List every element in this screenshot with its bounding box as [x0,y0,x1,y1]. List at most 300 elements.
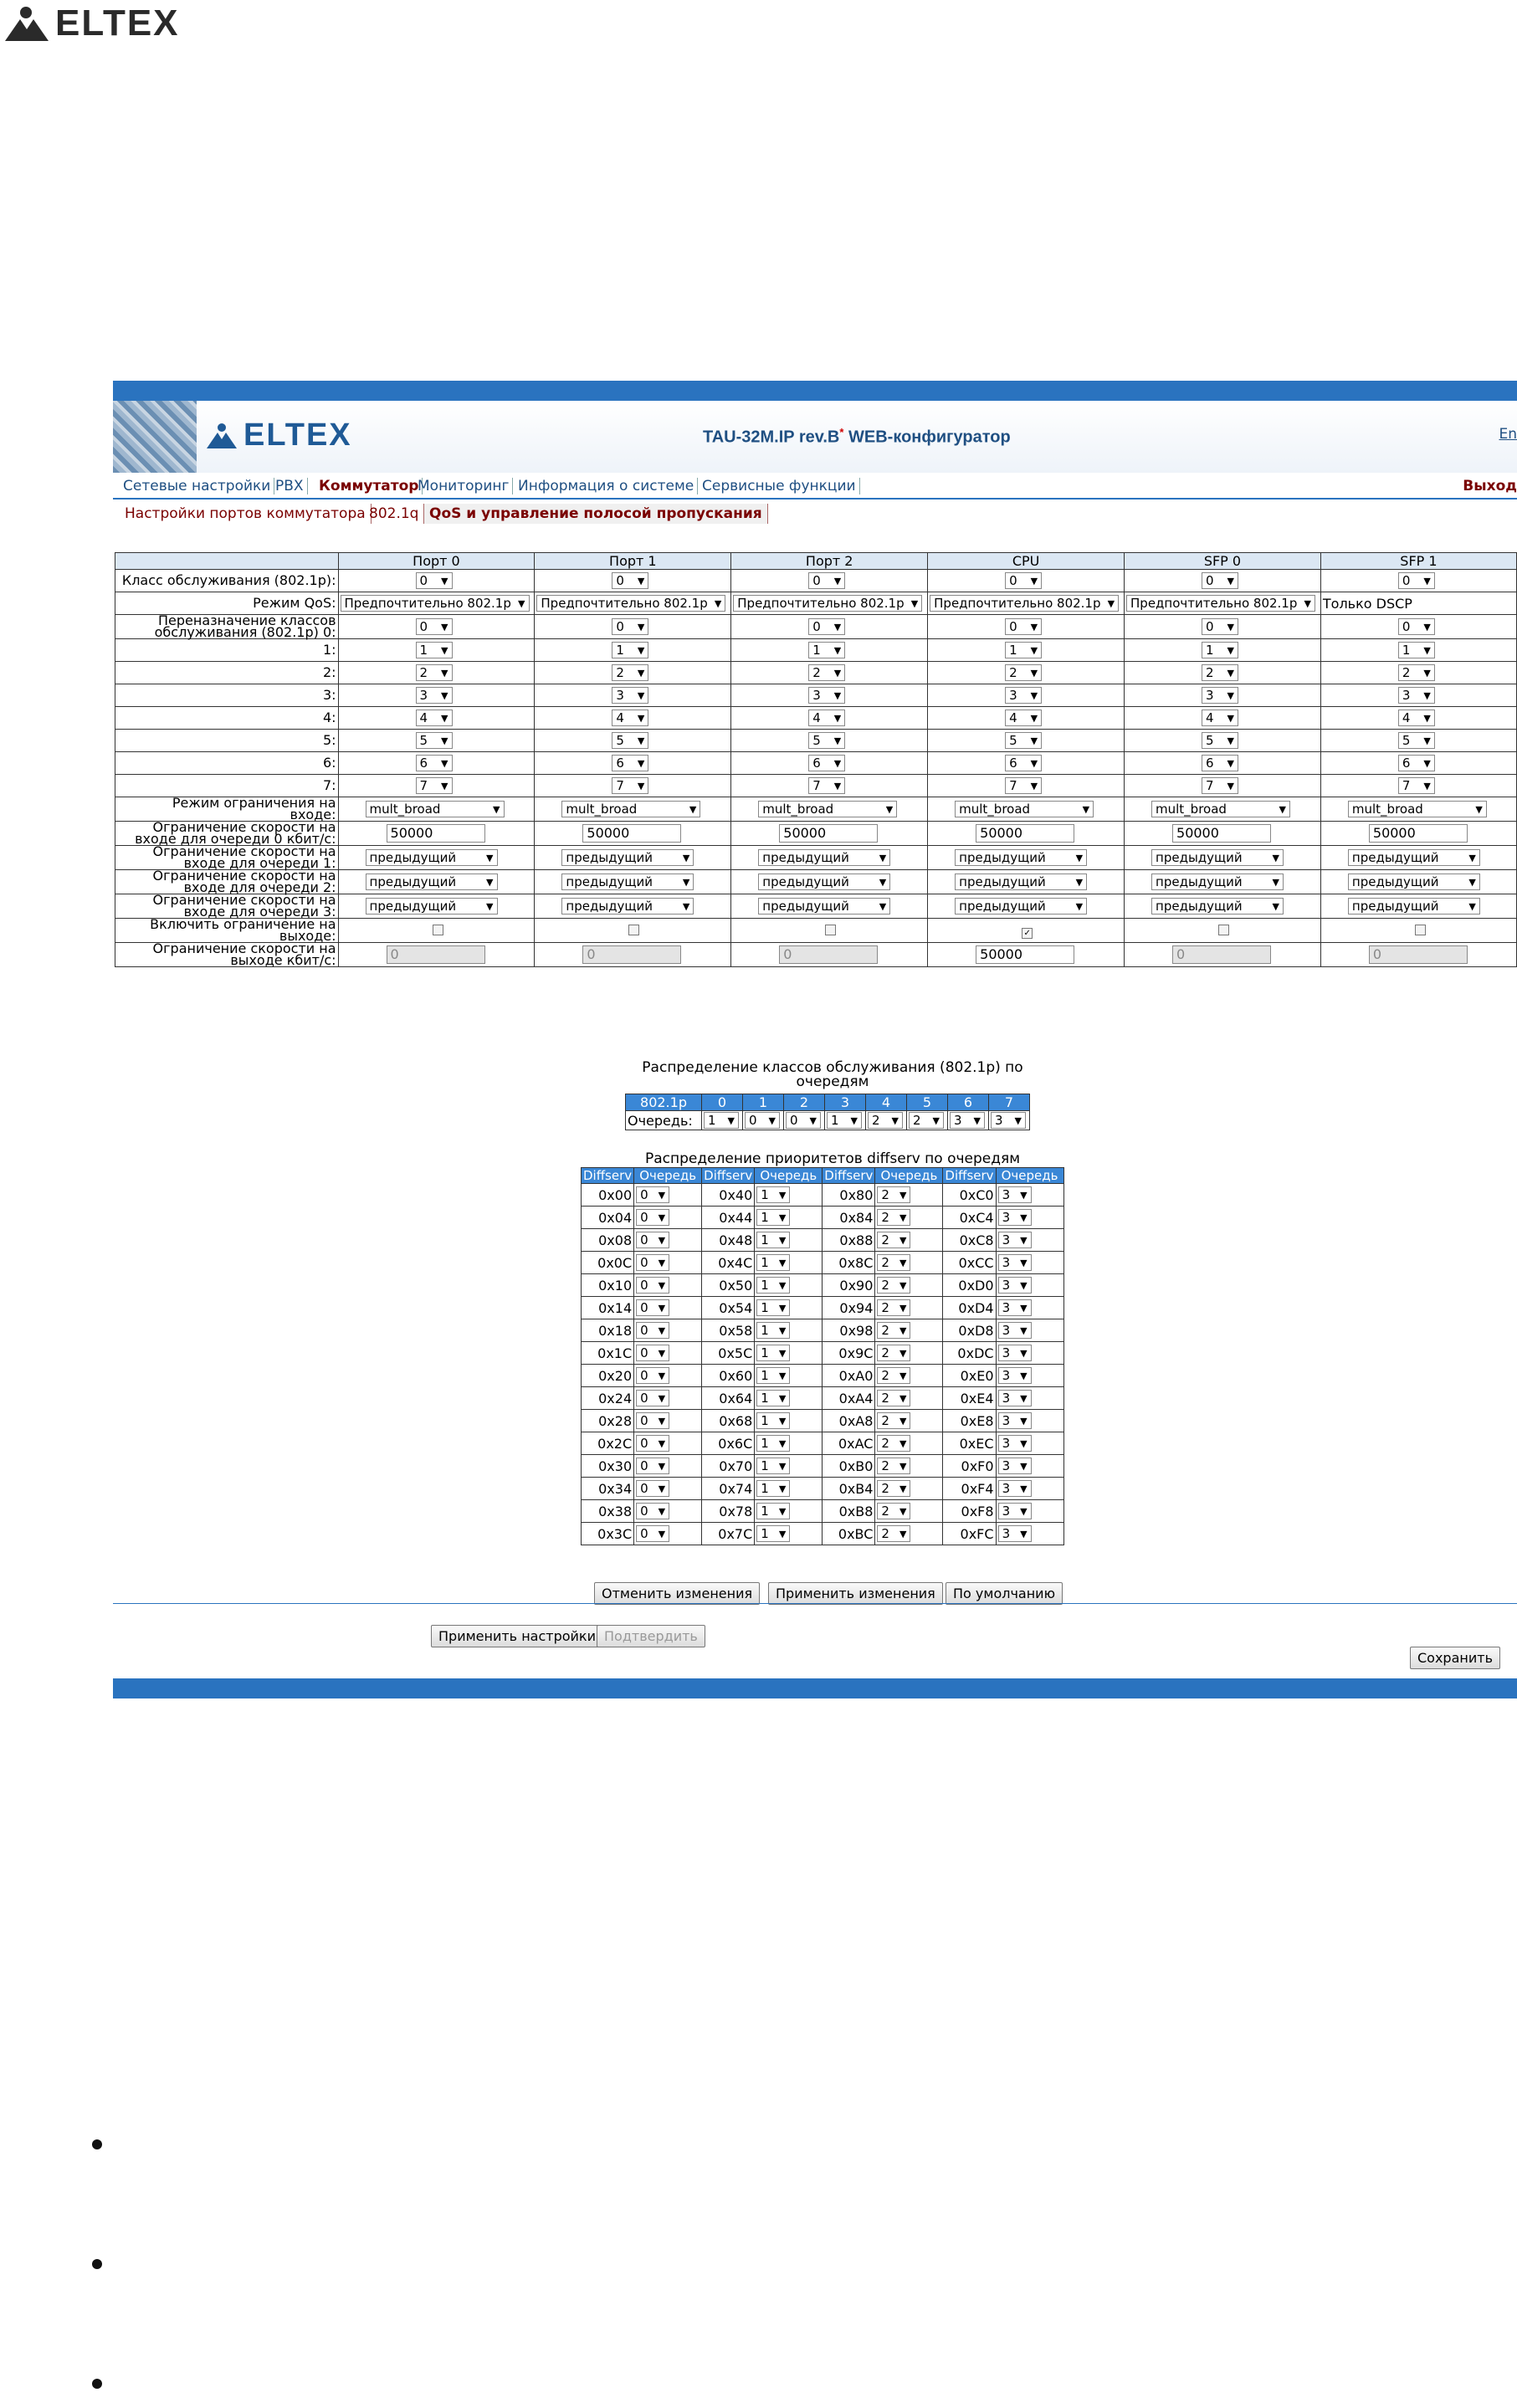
diffserv-queue-cell [634,1319,702,1342]
q1-rate-select[interactable] [366,849,498,866]
diffserv-queue-select[interactable] [877,1277,910,1294]
nav-monitoring[interactable]: Мониторинг [414,478,513,494]
remap-select[interactable] [808,710,845,726]
remap-select[interactable] [1398,732,1435,749]
diffserv-queue-cell [755,1252,823,1274]
egress-limit-checkbox[interactable] [1218,925,1229,935]
select-value: 3 [1002,1436,1011,1451]
q3-rate-select[interactable] [955,898,1087,915]
qos-mode-select[interactable] [930,595,1119,612]
chevron-down-icon: ▼ [637,712,645,724]
diffserv-queue-select[interactable] [998,1367,1032,1384]
select-value: 0 [640,1458,648,1473]
row-label [115,894,339,919]
chevron-down-icon: ▼ [778,1212,787,1223]
diffserv-queue-select[interactable] [756,1412,790,1429]
select-value: 3 [1002,1526,1011,1541]
diffserv-queue-select[interactable] [756,1277,790,1294]
ingress-mode-select[interactable] [1348,801,1487,817]
chevron-down-icon: ▼ [778,1370,787,1381]
select-value: предыдущий [369,874,457,889]
remap-select[interactable] [1202,777,1238,794]
remap-select[interactable] [1202,687,1238,704]
cell-wrap [1323,898,1514,915]
remap-select[interactable] [1202,755,1238,771]
select-value: 4 [419,710,428,725]
cos-queue-select[interactable] [950,1112,985,1129]
egress-limit-checkbox[interactable] [825,925,836,935]
q2-rate-select[interactable] [758,874,890,890]
chevron-down-icon: ▼ [1020,1302,1028,1314]
diffserv-queue-select[interactable] [756,1232,790,1248]
remap-select[interactable] [612,732,648,749]
q1-rate-select[interactable] [758,849,890,866]
remap-select[interactable] [1398,777,1435,794]
select-value: 2 [1009,665,1017,680]
confirm-button[interactable]: Подтвердить [597,1625,705,1647]
ingress-mode-select[interactable] [758,801,897,817]
egress-rate-input[interactable]: 0 [1172,945,1271,964]
chevron-down-icon: ▼ [658,1370,666,1381]
remap-select[interactable] [612,642,648,658]
tab-802-1q[interactable]: 802.1q [364,504,424,524]
remap-select[interactable] [808,732,845,749]
document-logo [2,0,180,47]
apply-changes-button[interactable]: Применить изменения [768,1582,943,1605]
diffserv-queue-select[interactable] [636,1412,669,1429]
table-cell [928,592,1125,615]
title-text: TAU-32M.IP rev.B [703,428,840,447]
remap-select[interactable] [808,687,845,704]
chevron-down-icon: ▼ [778,1483,787,1494]
cos-select[interactable] [1202,572,1238,589]
remap-select[interactable] [1005,687,1042,704]
bullet-point [92,2139,102,2149]
diffserv-queue-select[interactable] [877,1503,910,1519]
diffserv-queue-select[interactable] [877,1209,910,1226]
diffserv-queue-cell [755,1455,823,1478]
remap-select[interactable] [1005,755,1042,771]
q2-rate-select[interactable] [1348,874,1480,890]
diffserv-code: 0xAC [823,1432,875,1455]
defaults-button[interactable]: По умолчанию [946,1582,1063,1605]
diffserv-queue-select[interactable] [877,1186,910,1203]
diffserv-queue-select[interactable] [877,1412,910,1429]
diffserv-queue-select[interactable] [877,1299,910,1316]
select-value: 0 [640,1391,648,1406]
chevron-down-icon: ▼ [1423,667,1431,679]
diffserv-queue-select[interactable] [636,1345,669,1361]
diffserv-queue-select[interactable] [636,1435,669,1452]
remap-select[interactable] [1398,755,1435,771]
diffserv-code: 0x48 [702,1229,755,1252]
diffserv-queue-select[interactable] [998,1232,1032,1248]
cell-wrap [733,732,925,749]
diffserv-queue-select[interactable] [756,1503,790,1519]
remap-select[interactable] [808,777,845,794]
remap-select[interactable] [612,664,648,681]
select-value: 0 [640,1232,648,1248]
chevron-down-icon: ▼ [1227,735,1235,746]
diffserv-queue-select[interactable] [756,1209,790,1226]
remap-select[interactable] [416,687,453,704]
diffserv-head-queue: Очередь [755,1168,823,1184]
nav-pbx[interactable]: PBX [272,478,308,494]
qos-mode-select[interactable] [341,595,530,612]
remap-select[interactable] [416,710,453,726]
diffserv-queue-select[interactable] [877,1458,910,1474]
queue0-rate-input[interactable]: 50000 [1172,824,1271,843]
remap-select[interactable] [808,618,845,635]
chevron-down-icon: ▼ [1423,621,1431,633]
diffserv-queue-select[interactable] [636,1232,669,1248]
diffserv-queue-cell [755,1274,823,1297]
table-cell [731,752,928,775]
chevron-down-icon: ▼ [1423,712,1431,724]
q1-rate-select[interactable] [561,849,694,866]
q3-rate-select[interactable] [1151,898,1284,915]
ingress-mode-select[interactable] [955,801,1094,817]
diffserv-code: 0x7C [702,1523,755,1545]
diffserv-queue-select[interactable] [756,1390,790,1406]
diffserv-queue-cell [755,1410,823,1432]
select-value: 1 [761,1391,769,1406]
egress-limit-checkbox[interactable] [628,925,639,935]
queue0-rate-input[interactable]: 50000 [387,824,485,843]
cos-select[interactable] [416,572,453,589]
chevron-down-icon: ▼ [441,735,448,746]
cell-wrap [1323,923,1514,939]
q3-rate-select[interactable] [561,898,694,915]
diffserv-queue-select[interactable] [756,1458,790,1474]
diffserv-queue-select[interactable] [636,1458,669,1474]
cos-queue-cell [743,1111,784,1130]
diffserv-queue-cell [875,1297,943,1319]
select-value: 2 [881,1300,889,1315]
egress-limit-checkbox[interactable]: ✓ [1022,928,1033,939]
diffserv-queue-select[interactable] [877,1232,910,1248]
diffserv-queue-select[interactable] [756,1299,790,1316]
egress-limit-checkbox[interactable] [433,925,443,935]
remap-select[interactable] [1398,664,1435,681]
diffserv-queue-select[interactable] [998,1412,1032,1429]
diffserv-queue-select[interactable] [998,1209,1032,1226]
q2-rate-select[interactable] [1151,874,1284,890]
diffserv-code: 0x00 [582,1184,634,1207]
tab-qos-bandwidth[interactable]: QoS и управление полосой пропускания [424,504,768,524]
q2-rate-select[interactable] [366,874,498,890]
remap-select[interactable] [612,777,648,794]
q3-rate-select[interactable] [366,898,498,915]
qos-mode-select[interactable] [733,595,922,612]
cos-queue-select[interactable] [909,1112,944,1129]
queue0-rate-input[interactable]: 50000 [1369,824,1468,843]
diffserv-queue-select[interactable] [756,1435,790,1452]
diffserv-queue-select[interactable] [998,1480,1032,1497]
chevron-down-icon: ▼ [1075,852,1084,863]
diffserv-queue-select[interactable] [877,1254,910,1271]
remap-select[interactable] [1398,642,1435,658]
table-cell [1320,943,1516,967]
chevron-down-icon: ▼ [899,1347,907,1359]
select-value: 3 [1002,1300,1011,1315]
diffserv-queue-select[interactable] [636,1322,669,1339]
diffserv-queue-select[interactable] [998,1390,1032,1406]
diffserv-queue-select[interactable] [756,1525,790,1542]
remap-select[interactable] [612,755,648,771]
chevron-down-icon: ▼ [833,667,842,679]
diffserv-queue-select[interactable] [636,1209,669,1226]
remap-select[interactable] [1202,710,1238,726]
remap-select[interactable] [416,642,453,658]
select-value: 2 [812,665,821,680]
remap-select[interactable] [416,755,453,771]
qos-mode-select[interactable] [1126,595,1315,612]
diffserv-queue-select[interactable] [998,1503,1032,1519]
diffserv-queue-select[interactable] [998,1435,1032,1452]
diffserv-queue-select[interactable] [877,1367,910,1384]
diffserv-code: 0x74 [702,1478,755,1500]
remap-select[interactable] [1005,710,1042,726]
cos-select[interactable] [1005,572,1042,589]
select-value: 3 [616,688,624,703]
table-cell [928,684,1125,707]
save-button[interactable]: Сохранить [1410,1647,1500,1669]
cos-select[interactable] [612,572,648,589]
column-header: SFP 1 [1320,553,1516,570]
table-cell [928,822,1125,846]
diffserv-queue-select[interactable] [636,1525,669,1542]
diffserv-code: 0x2C [582,1432,634,1455]
diffserv-queue-select[interactable] [998,1186,1032,1203]
q1-rate-select[interactable] [1348,849,1480,866]
q1-rate-select[interactable] [1151,849,1284,866]
egress-rate-input[interactable]: 0 [582,945,681,964]
chevron-down-icon: ▼ [1227,621,1235,633]
diffserv-queue-cell [755,1478,823,1500]
select-value: 2 [881,1413,889,1428]
diffserv-queue-select[interactable] [636,1186,669,1203]
diffserv-queue-select[interactable] [756,1322,790,1339]
diffserv-code: 0xD8 [943,1319,996,1342]
diffserv-code: 0xC0 [943,1184,996,1207]
diffserv-queue-select[interactable] [998,1254,1032,1271]
remap-select[interactable] [1202,618,1238,635]
remap-select[interactable] [416,664,453,681]
q3-rate-select[interactable] [758,898,890,915]
select-value: 6 [1206,756,1214,771]
cell-wrap [341,874,533,890]
egress-rate-input[interactable]: 0 [779,945,878,964]
diffserv-queue-select[interactable] [636,1367,669,1384]
remap-select[interactable] [416,777,453,794]
table-cell [535,684,731,707]
select-value: Предпочтительно 802.1p [344,596,511,611]
egress-rate-input[interactable]: 0 [1369,945,1468,964]
select-value: 5 [1009,733,1017,748]
nav-system-info[interactable]: Информация о системе [515,478,698,494]
diffserv-queue-select[interactable] [636,1254,669,1271]
diffserv-queue-select[interactable] [877,1390,910,1406]
remap-select[interactable] [1398,687,1435,704]
table-cell [1125,730,1321,752]
ingress-mode-select[interactable] [366,801,505,817]
remap-select[interactable] [1398,618,1435,635]
remap-select[interactable] [1398,710,1435,726]
diffserv-queue-select[interactable] [756,1345,790,1361]
queue0-rate-input[interactable]: 50000 [976,824,1074,843]
egress-rate-input[interactable]: 0 [387,945,485,964]
diffserv-queue-select[interactable] [998,1299,1032,1316]
apply-settings-button[interactable]: Применить настройки [431,1625,603,1647]
chevron-down-icon: ▼ [833,735,842,746]
diffserv-queue-cell [996,1207,1063,1229]
queue0-rate-input[interactable]: 50000 [582,824,681,843]
chevron-down-icon: ▼ [658,1415,666,1427]
q3-rate-select[interactable] [1348,898,1480,915]
table-cell [1125,775,1321,797]
chevron-down-icon: ▼ [1020,1483,1028,1494]
select-value: 2 [616,665,624,680]
chevron-down-icon: ▼ [833,689,842,701]
select-value: 3 [1002,1187,1011,1202]
diffserv-queue-select[interactable] [998,1525,1032,1542]
select-value: 1 [616,643,624,658]
select-value: предыдущий [959,899,1046,914]
diffserv-queue-cell [875,1387,943,1410]
chevron-down-icon: ▼ [637,621,645,633]
diffserv-queue-select[interactable] [756,1186,790,1203]
remap-select[interactable] [612,687,648,704]
cell-wrap [930,755,1122,771]
cell-wrap [1323,874,1514,890]
chevron-down-icon: ▼ [932,1114,940,1126]
cos-queue-select[interactable] [786,1112,821,1129]
select-value: 0 [1206,619,1214,634]
remap-select[interactable] [1005,732,1042,749]
cell-wrap [1126,618,1319,635]
diffserv-queue-cell [634,1207,702,1229]
diffserv-queue-select[interactable] [877,1322,910,1339]
remap-select[interactable] [416,732,453,749]
remap-select[interactable] [1202,732,1238,749]
bullet-point [92,2259,102,2269]
cell-wrap [536,732,729,749]
diffserv-queue-select[interactable] [877,1345,910,1361]
diffserv-code: 0x80 [823,1184,875,1207]
cell-wrap [1126,945,1319,964]
diffserv-queue-select[interactable] [636,1277,669,1294]
cos-queue-select[interactable] [991,1112,1026,1129]
diffserv-queue-select[interactable] [877,1435,910,1452]
diffserv-queue-select[interactable] [756,1254,790,1271]
cell-wrap [1126,642,1319,658]
diffserv-queue-select[interactable] [998,1345,1032,1361]
tab-switch-port-settings[interactable]: Настройки портов коммутатора [120,504,372,524]
cancel-changes-button[interactable]: Отменить изменения [594,1582,760,1605]
cos-select[interactable] [808,572,845,589]
select-value: 0 [616,619,624,634]
select-value: 2 [881,1436,889,1451]
nav-service-functions[interactable]: Сервисные функции [699,478,860,494]
remap-select[interactable] [808,642,845,658]
diffserv-queue-select[interactable] [998,1277,1032,1294]
chevron-down-icon: ▼ [441,757,448,769]
cos-queue-select[interactable] [868,1112,903,1129]
remap-select[interactable] [416,618,453,635]
table-row [115,684,1517,707]
diffserv-queue-select[interactable] [756,1480,790,1497]
select-value: 0 [749,1113,757,1128]
q2-rate-select[interactable] [561,874,694,890]
remap-select[interactable] [1005,664,1042,681]
language-link[interactable]: En [1499,426,1517,443]
diffserv-queue-select[interactable] [998,1322,1032,1339]
remap-select[interactable] [1005,618,1042,635]
remap-select[interactable] [1202,664,1238,681]
select-value: 2 [881,1323,889,1338]
cos-queue-select[interactable] [745,1112,780,1129]
diffserv-queue-select[interactable] [636,1480,669,1497]
diffserv-code: 0x88 [823,1229,875,1252]
nav-network-settings[interactable]: Сетевые настройки [120,478,274,494]
qos-mode-select[interactable] [536,595,725,612]
q2-rate-select[interactable] [955,874,1087,890]
remap-select[interactable] [1005,777,1042,794]
egress-limit-checkbox[interactable] [1415,925,1426,935]
diffserv-queue-select[interactable] [877,1480,910,1497]
remap-select[interactable] [808,755,845,771]
diffserv-queue-select[interactable] [636,1390,669,1406]
ingress-mode-select[interactable] [1151,801,1290,817]
diffserv-queue-select[interactable] [636,1299,669,1316]
cos-queue-select[interactable] [827,1112,862,1129]
queue0-rate-input[interactable]: 50000 [779,824,878,843]
diffserv-row [582,1252,1064,1274]
cell-wrap [733,618,925,635]
remap-select[interactable] [1005,642,1042,658]
select-value: 1 [761,1323,769,1338]
q1-rate-select[interactable] [955,849,1087,866]
remap-select[interactable] [1202,642,1238,658]
diffserv-queue-select[interactable] [998,1458,1032,1474]
select-value: 7 [1009,778,1017,793]
diffserv-queue-select[interactable] [636,1503,669,1519]
diffserv-queue-cell [634,1342,702,1365]
diffserv-queue-cell [755,1229,823,1252]
table-cell [338,707,535,730]
logout-link[interactable]: Выход [1463,478,1517,494]
chevron-down-icon: ▼ [778,1324,787,1336]
cell-wrap [1126,664,1319,681]
egress-rate-input[interactable]: 50000 [976,945,1074,964]
diffserv-queue-cell [755,1387,823,1410]
table-row [115,943,1517,967]
chevron-down-icon: ▼ [1020,1212,1028,1223]
cos-queue-select[interactable] [704,1112,739,1129]
remap-select[interactable] [808,664,845,681]
column-header: SFP 0 [1125,553,1321,570]
remap-select[interactable] [612,618,648,635]
remap-select[interactable] [612,710,648,726]
nav-switch[interactable]: Коммутатор [315,478,423,494]
diffserv-queue-select[interactable] [756,1367,790,1384]
chevron-down-icon: ▼ [899,1415,907,1427]
diffserv-queue-select[interactable] [877,1525,910,1542]
ingress-mode-select[interactable] [561,801,700,817]
cos-select[interactable] [1398,572,1435,589]
chevron-down-icon: ▼ [658,1347,666,1359]
